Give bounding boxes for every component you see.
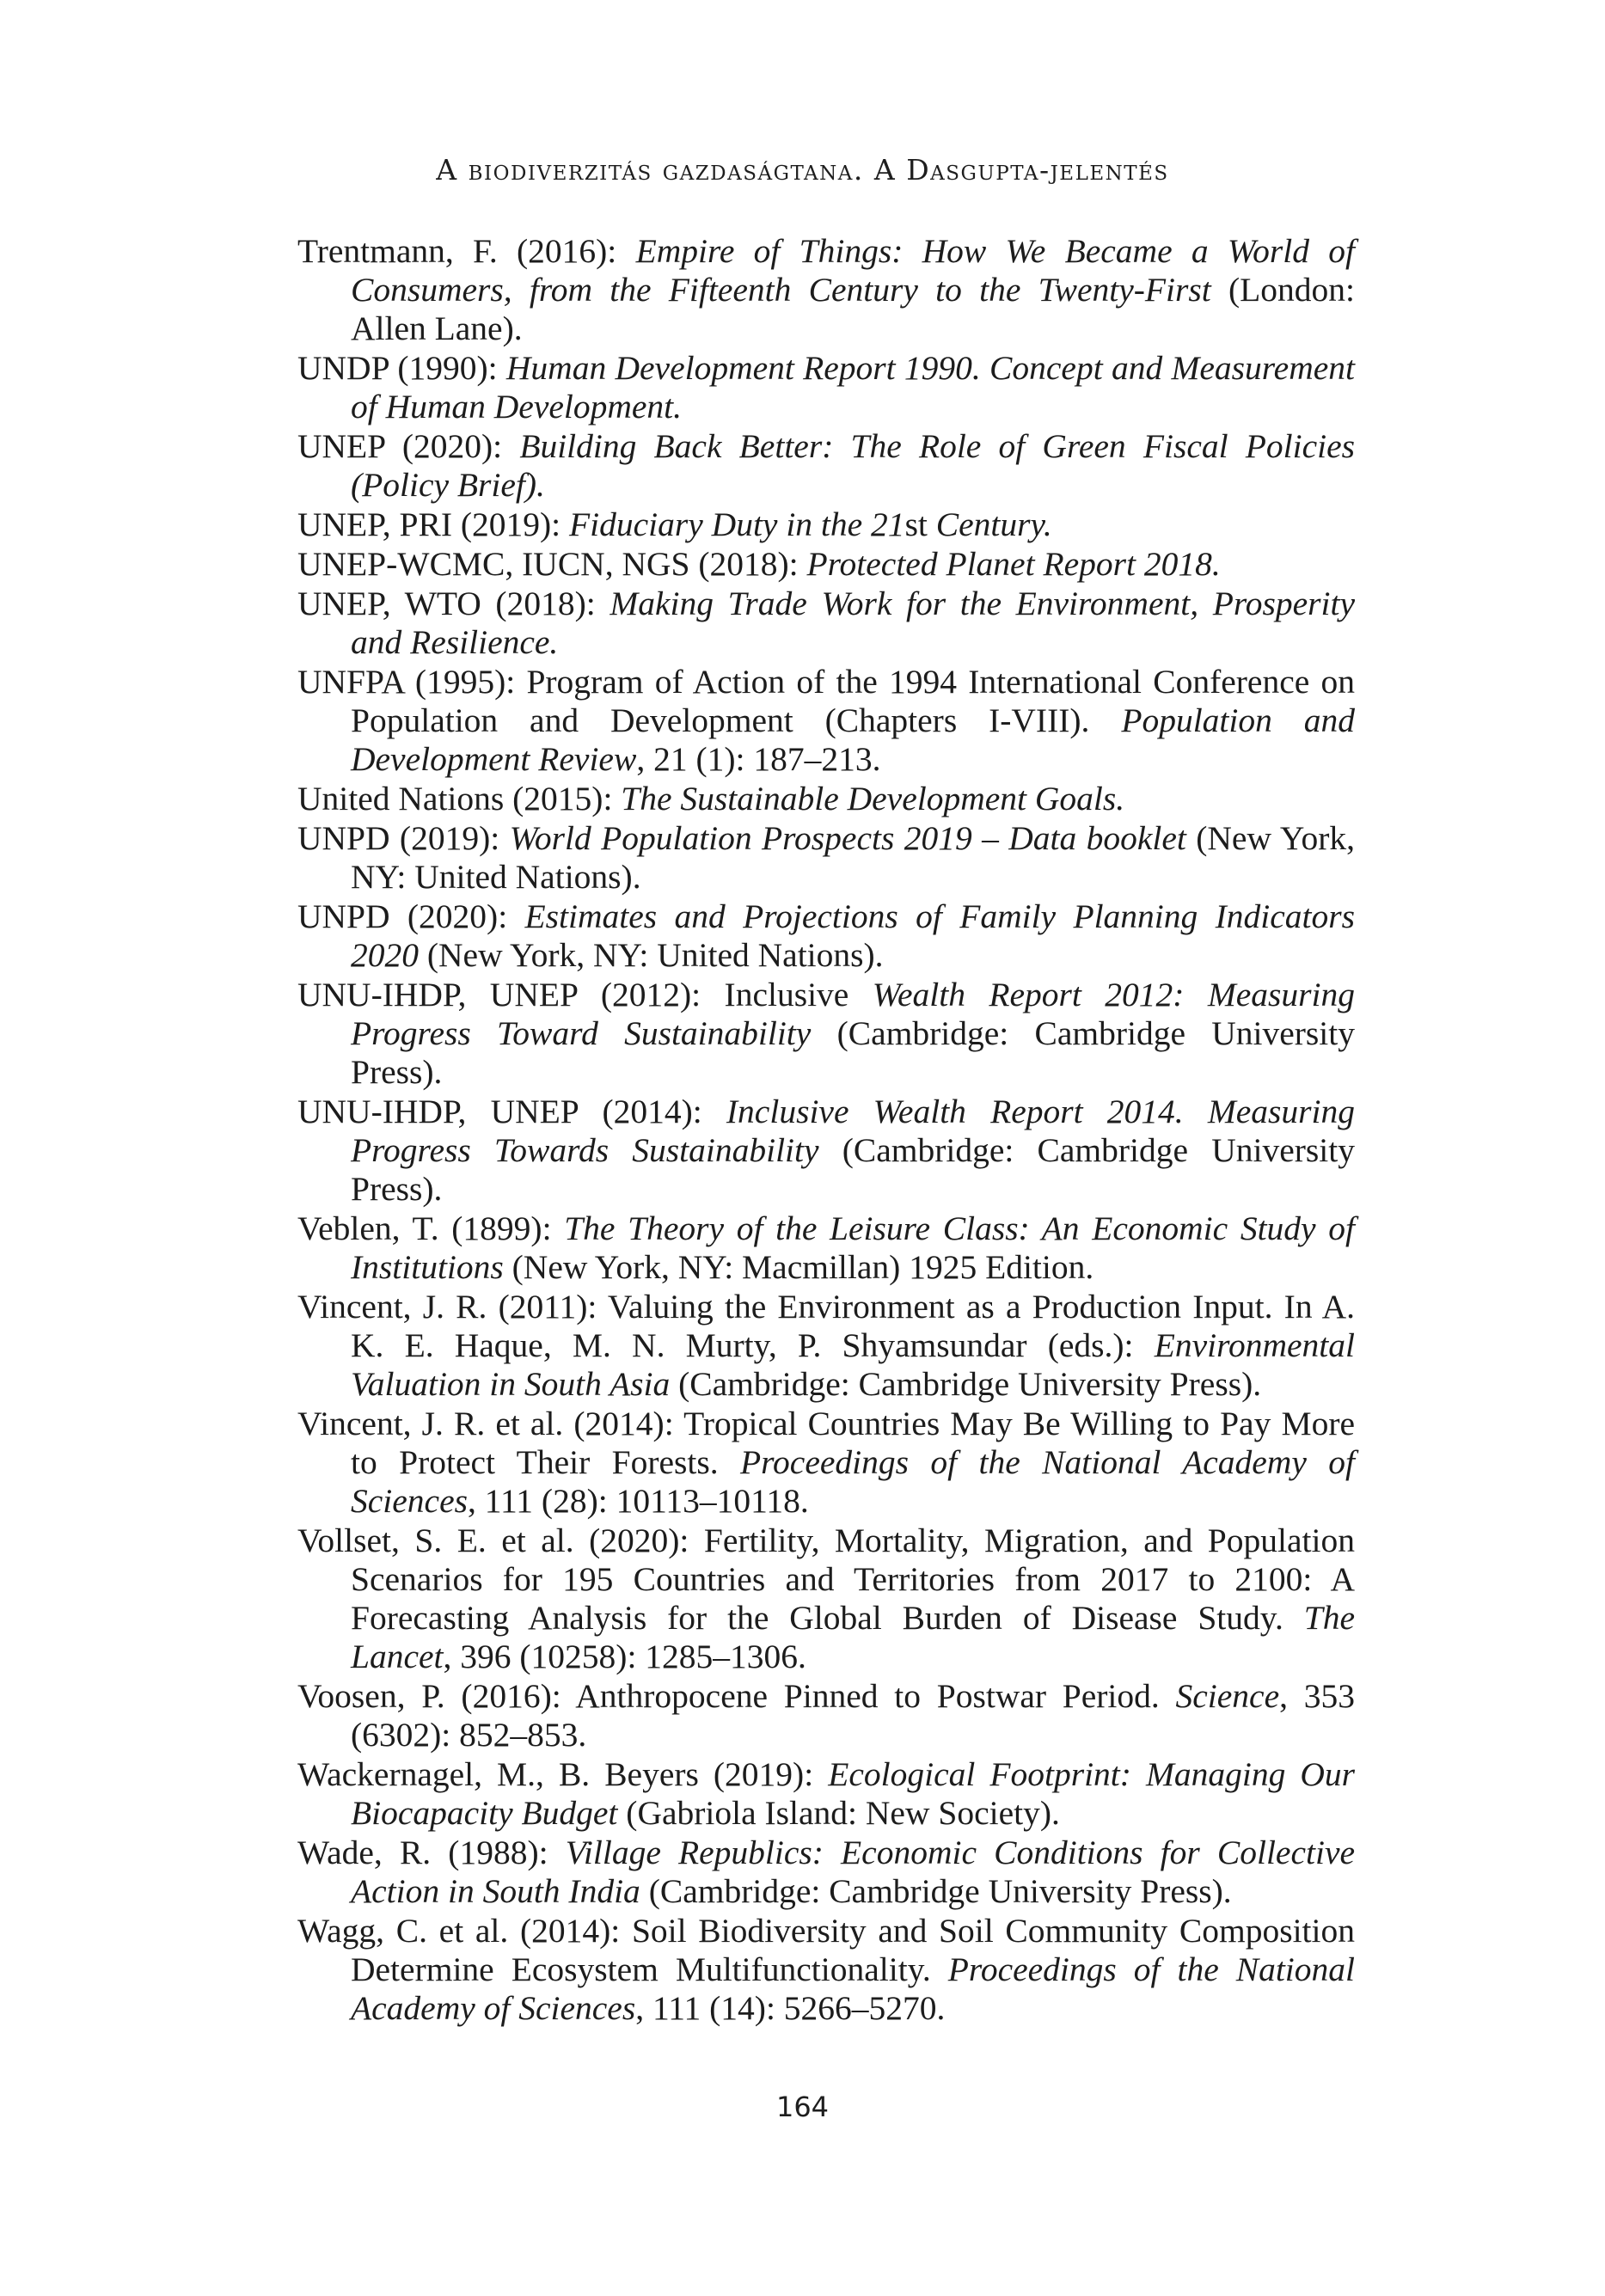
reference-entry bbox=[297, 505, 1355, 544]
reference-segment: (New York, NY: United Nations). bbox=[351, 819, 1356, 896]
reference-entry bbox=[297, 780, 1355, 818]
reference-entry bbox=[297, 1834, 1355, 1911]
reference-segment: UNEP-WCMC, IUCN, NGS (2018): bbox=[297, 545, 807, 583]
reference-segment: (Cambridge: Cambridge University Press). bbox=[640, 1872, 1232, 1910]
reference-segment: UNU-IHDP, UNEP (2012): Inclusive bbox=[297, 976, 873, 1013]
reference-entry bbox=[297, 349, 1355, 426]
reference-entry bbox=[297, 1521, 1355, 1676]
reference-italic-segment: Empire of Things: How We Became a World of Consumers, from the Fifteenth Century to the Twenty-First bbox=[351, 232, 1355, 309]
reference-segment: , 111 (14): 5266–5270. bbox=[635, 1989, 946, 2027]
reference-segment: UNEP, WTO (2018): bbox=[297, 585, 610, 622]
reference-segment: UNFPA (1995): Program of Action of the 1994 International Conference on Population and Development (Chapters I-VIII). bbox=[297, 663, 1355, 739]
reference-segment: Veblen, T. (1899): bbox=[297, 1209, 565, 1247]
reference-italic-segment: The Lancet bbox=[351, 1599, 1355, 1675]
reference-italic-segment: Proceedings of the National Academy of Sciences bbox=[351, 1443, 1355, 1520]
reference-segment: Vincent, J. R. (2011): Valuing the Environment as a Production Input. In A. K. E. Haque, M. N. Murty, P. Shyamsundar (eds.): bbox=[297, 1288, 1355, 1364]
reference-segment: UNPD (2019): bbox=[297, 819, 510, 857]
reference-segment: Wagg, C. et al. (2014): Soil Biodiversity and Soil Community Composition Determine Ecosystem Multifunctionality. bbox=[297, 1912, 1355, 1988]
reference-segment: Wade, R. (1988): bbox=[297, 1834, 566, 1871]
reference-italic-segment: The Theory of the Leisure Class: An Economic Study of Institutions bbox=[351, 1209, 1355, 1286]
reference-italic-segment: Proceedings of the National Academy of Sciences bbox=[351, 1950, 1355, 2027]
reference-italic-segment: Making Trade Work for the Environment, Prosperity and Resilience. bbox=[351, 585, 1356, 661]
reference-italic-segment: Environmental Valuation in South Asia bbox=[351, 1326, 1355, 1403]
reference-entry bbox=[297, 427, 1355, 505]
reference-italic-segment: Ecological Footprint: Managing Our Biocapacity Budget bbox=[351, 1755, 1356, 1832]
reference-entry bbox=[297, 976, 1355, 1092]
reference-italic-segment: Inclusive Wealth Report 2014. Measuring Progress Towards Sustainability bbox=[351, 1093, 1355, 1169]
reference-entry bbox=[297, 585, 1355, 662]
reference-segment: (New York, NY: United Nations). bbox=[419, 936, 884, 974]
reference-entry bbox=[297, 1288, 1355, 1404]
reference-segment: UNEP, PRI (2019): bbox=[297, 505, 570, 543]
reference-segment: UNU-IHDP, UNEP (2014): bbox=[297, 1093, 726, 1130]
reference-segment: , 353 (6302): 852–853. bbox=[351, 1677, 1355, 1754]
reference-entry bbox=[297, 232, 1355, 348]
reference-segment: (New York, NY: Macmillan) 1925 Edition. bbox=[503, 1248, 1094, 1286]
reference-segment: United Nations (2015): bbox=[297, 780, 622, 817]
reference-italic-segment: World Population Prospects 2019 – Data booklet bbox=[509, 819, 1186, 857]
reference-segment: , 396 (10258): 1285–1306. bbox=[443, 1638, 806, 1675]
reference-italic-segment: Estimates and Projections of Family Planning Indicators 2020 bbox=[351, 897, 1356, 974]
reference-entry bbox=[297, 1677, 1355, 1754]
reference-italic-segment: Building Back Better: The Role of Green Fiscal Policies (Policy Brief). bbox=[351, 427, 1355, 504]
reference-segment: Voosen, P. (2016): Anthropocene Pinned to Postwar Period. bbox=[297, 1677, 1176, 1715]
reference-segment: UNDP (1990): bbox=[297, 349, 506, 387]
reference-entry bbox=[297, 545, 1355, 584]
reference-entry bbox=[297, 1093, 1355, 1209]
reference-italic-segment: Population and Development Review bbox=[351, 701, 1355, 778]
reference-italic-segment: Fiduciary Duty in the 21 bbox=[569, 505, 905, 543]
reference-segment: (Cambridge: Cambridge University Press). bbox=[670, 1365, 1262, 1403]
reference-segment: (Gabriola Island: New Society). bbox=[617, 1794, 1060, 1832]
reference-entry bbox=[297, 897, 1355, 975]
reference-segment: (London: Allen Lane). bbox=[351, 271, 1356, 347]
reference-segment: st bbox=[904, 505, 928, 543]
reference-entry bbox=[297, 819, 1355, 897]
reference-segment: Vollset, S. E. et al. (2020): Fertility, Mortality, Migration, and Population Scenarios for 195 Countries and Territories from 2017 to 2100: A Forecasting Analysis for the Global Burden of Disease Study. bbox=[297, 1521, 1355, 1637]
reference-segment: Wackernagel, M., B. Beyers (2019): bbox=[297, 1755, 829, 1793]
reference-segment: UNPD (2020): bbox=[297, 897, 525, 935]
reference-italic-segment: Wealth Report 2012: Measuring Progress Toward Sustainability bbox=[351, 976, 1355, 1052]
reference-segment: Vincent, J. R. et al. (2014): Tropical Countries May Be Willing to Pay More to Protect Their Forests. bbox=[297, 1405, 1355, 1481]
reference-segment: (Cambridge: Cambridge University Press). bbox=[351, 1014, 1355, 1091]
reference-segment: UNEP (2020): bbox=[297, 427, 520, 465]
reference-entry bbox=[297, 1912, 1355, 2028]
reference-italic-segment: Science bbox=[1175, 1677, 1280, 1715]
reference-entry bbox=[297, 1209, 1355, 1287]
reference-italic-segment: The Sustainable Development Goals. bbox=[621, 780, 1125, 817]
reference-segment: (Cambridge: Cambridge University Press). bbox=[351, 1131, 1355, 1208]
page-number: 164 bbox=[775, 2091, 830, 2123]
reference-entry bbox=[297, 1755, 1355, 1833]
reference-segment: , 21 (1): 187–213. bbox=[636, 740, 881, 778]
reference-entry bbox=[297, 663, 1355, 779]
reference-italic-segment: Century. bbox=[927, 505, 1052, 543]
reference-italic-segment: Human Development Report 1990. Concept and Measurement of Human Development. bbox=[351, 349, 1355, 426]
reference-italic-segment: Protected Planet Report 2018. bbox=[806, 545, 1221, 583]
running-head: A biodiverzitás gazdaságtana. A Dasgupta-jelentés bbox=[436, 153, 1169, 187]
reference-entry bbox=[297, 1405, 1355, 1521]
reference-segment: Trentmann, F. (2016): bbox=[297, 232, 636, 270]
reference-segment: , 111 (28): 10113–10118. bbox=[467, 1482, 809, 1520]
reference-italic-segment: Village Republics: Economic Conditions for Collective Action in South India bbox=[351, 1834, 1356, 1910]
reference-list bbox=[297, 232, 1355, 2029]
